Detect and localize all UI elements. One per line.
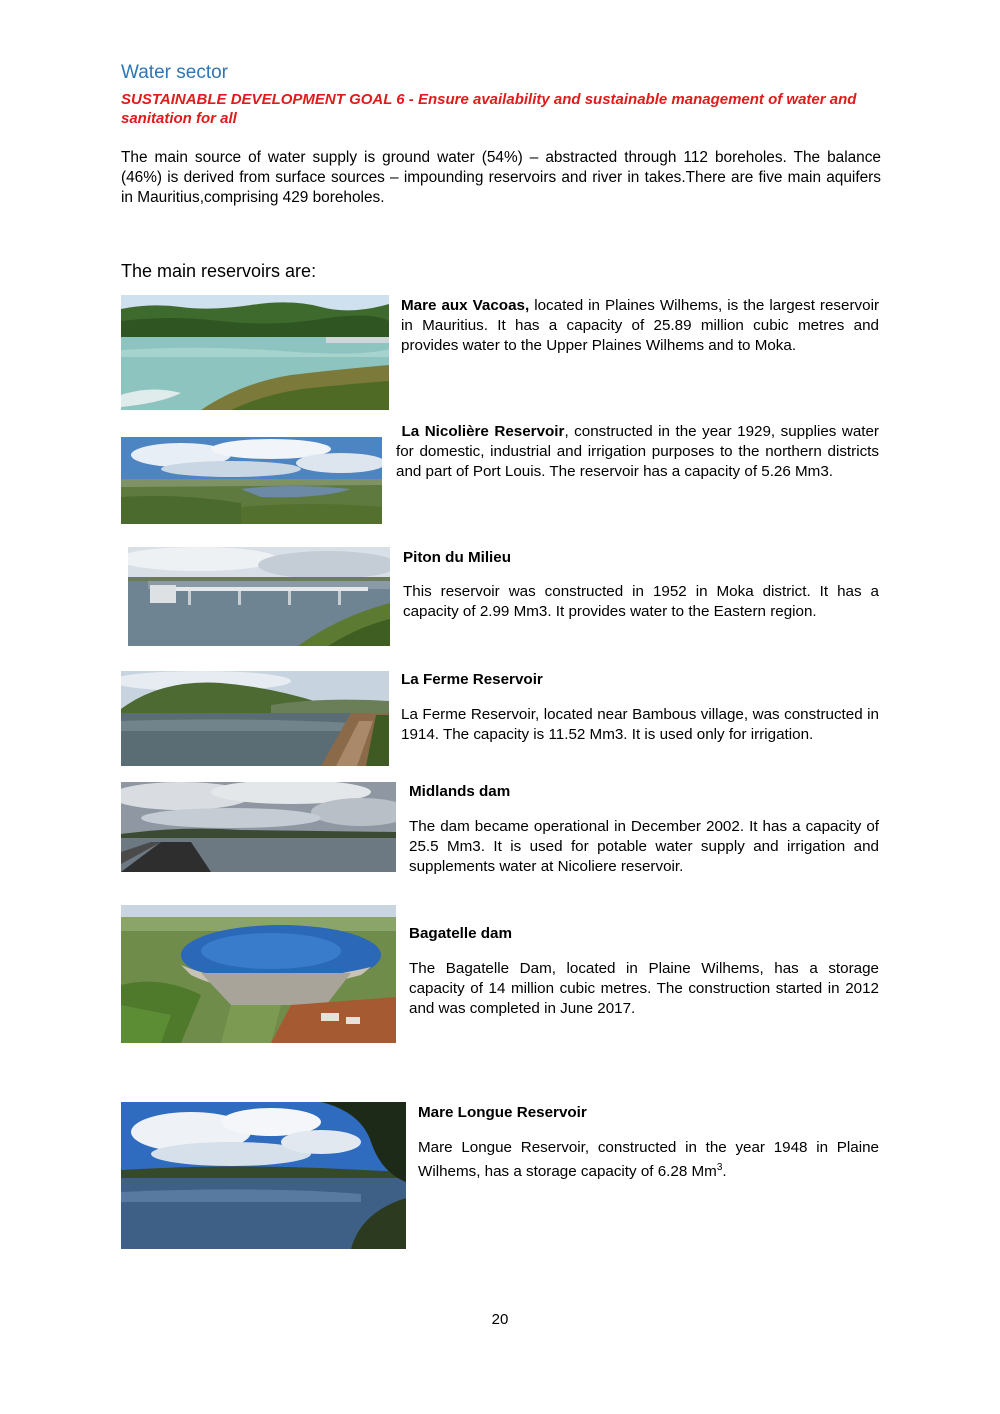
mare-longue-end: . [722, 1163, 727, 1181]
sdg-goal-heading: SUSTAINABLE DEVELOPMENT GOAL 6 - Ensure availability and sustainable management of water and sanitation for all [121, 91, 857, 127]
mare-aux-vacoas-name: Mare aux Vacoas, [401, 297, 530, 314]
la-nicoliere-description [396, 422, 879, 482]
mare-aux-vacoas-photo [121, 295, 389, 410]
midlands-dam-photo [121, 782, 396, 872]
la-ferme-photo [121, 671, 389, 766]
la-nicoliere-photo [121, 437, 382, 524]
midlands-dam-title: Midlands dam [409, 783, 511, 800]
section-title: Water sector [121, 62, 228, 83]
piton-du-milieu-photo [128, 547, 390, 646]
bagatelle-dam-description: The Bagatelle Dam, located in Plaine Wilhems, has a storage capacity of 14 million cubic metres. The construction started in 2012 and was completed in June 2017. [409, 960, 879, 1017]
mare-aux-vacoas-text: located in Plaines Wilhems, is the largest reservoir in Mauritius. It has a capacity of 25.89 million cubic metres and provides water to the Upper Plaines Wilhems and to Moka. [401, 297, 879, 354]
bagatelle-dam-title: Bagatelle dam [409, 925, 512, 942]
mare-longue-title: Mare Longue Reservoir [418, 1104, 587, 1121]
mare-longue-text: Mare Longue Reservoir, constructed in the year 1948 in Plaine Wilhems, has a storage capacity of 6.28 Mm [418, 1139, 879, 1181]
mare-longue-description [418, 1138, 879, 1182]
piton-du-milieu-description: This reservoir was constructed in 1952 in Moka district. It has a capacity of 2.99 Mm3. It provides water to the Eastern region. [403, 583, 879, 620]
la-nicoliere-name: La Nicolière Reservoir [401, 423, 565, 440]
mare-longue-photo [121, 1102, 406, 1249]
reservoirs-list-heading: The main reservoirs are: [121, 261, 317, 281]
bagatelle-dam-photo [121, 905, 396, 1043]
page-number: 20 [491, 1311, 509, 1328]
intro-paragraph: The main source of water supply is ground water (54%) – abstracted through 112 boreholes. The balance (46%) is derived from surface sources – impounding reservoirs and river in takes.There are five main aquifers in Mauritius,comprising 429 boreholes. [121, 149, 881, 206]
la-ferme-description: La Ferme Reservoir, located near Bambous village, was constructed in 1914. The capacity is 11.52 Mm3. It is used only for irrigation. [401, 706, 879, 743]
midlands-dam-description: The dam became operational in December 2002. It has a capacity of 25.5 Mm3. It is used for potable water supply and irrigation and supplements water at Nicoliere reservoir. [409, 818, 879, 875]
mare-aux-vacoas-description [401, 296, 879, 356]
mare-longue-superscript: 3 [716, 1162, 723, 1173]
la-nicoliere-text: , constructed in the year 1929, supplies water for domestic, industrial and irrigation purposes to the northern districts and part of Port Louis. The reservoir has a capacity of 5.26 Mm3. [396, 423, 879, 480]
la-ferme-title: La Ferme Reservoir [401, 671, 543, 688]
piton-du-milieu-title: Piton du Milieu [403, 549, 511, 566]
